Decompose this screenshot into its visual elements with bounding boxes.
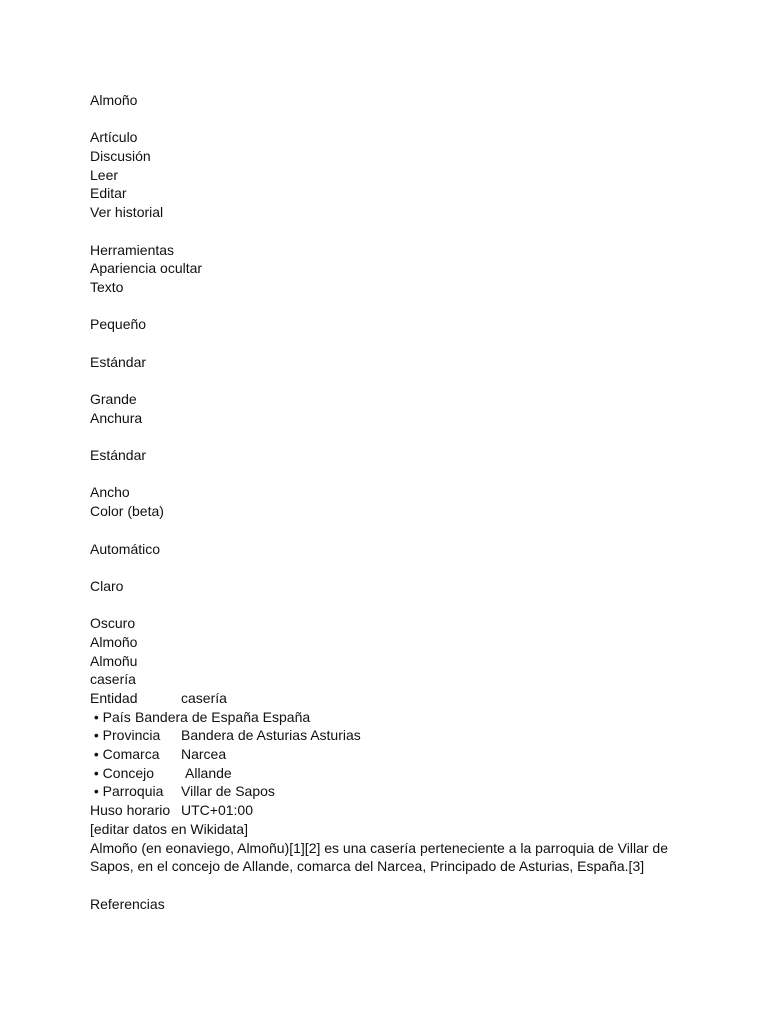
infobox-label: • Provincia xyxy=(90,727,161,744)
page-content xyxy=(90,91,690,913)
page-title: Almoño xyxy=(90,92,138,108)
infobox-alt-name: Almoñu xyxy=(90,652,138,669)
spacer xyxy=(90,596,690,615)
references-heading: Referencias xyxy=(90,895,165,912)
tab-articulo[interactable]: Artículo xyxy=(90,129,138,146)
color-option-light[interactable]: Claro xyxy=(90,577,124,594)
infobox-row-entidad xyxy=(90,689,690,708)
tools-menu-button[interactable]: Herramientas xyxy=(90,241,175,258)
infobox-row-concejo xyxy=(90,764,690,783)
spacer xyxy=(90,371,690,390)
infobox-label: • Parroquia xyxy=(90,783,164,800)
infobox-label: • País xyxy=(90,708,131,725)
text-size-label: Texto xyxy=(90,278,124,295)
width-option-wide[interactable]: Ancho xyxy=(90,484,130,501)
tab-ver-historial[interactable]: Ver historial xyxy=(90,204,164,221)
spacer xyxy=(90,222,690,241)
infobox-title: Almoño xyxy=(90,633,138,650)
infobox-value[interactable]: casería xyxy=(181,690,227,706)
spacer xyxy=(90,427,690,446)
infobox-value[interactable]: Bandera de Asturias Asturias xyxy=(181,727,361,744)
infobox-value[interactable]: Allande xyxy=(185,764,232,781)
spacer xyxy=(90,297,690,316)
text-size-option-standard[interactable]: Estándar xyxy=(90,353,147,370)
infobox-label: • Concejo xyxy=(90,764,155,781)
width-label: Anchura xyxy=(90,409,143,426)
color-label: Color (beta) xyxy=(90,503,164,520)
spacer xyxy=(90,521,690,540)
spacer xyxy=(90,876,690,895)
infobox-value[interactable]: Bandera de España España xyxy=(135,708,311,725)
infobox-row-parroquia xyxy=(90,782,690,801)
tab-leer[interactable]: Leer xyxy=(90,166,119,183)
wikidata-edit-link[interactable]: [editar datos en Wikidata] xyxy=(90,820,248,837)
spacer xyxy=(90,558,690,577)
infobox-row-huso xyxy=(90,801,690,820)
text-size-option-large[interactable]: Grande xyxy=(90,391,137,407)
infobox-label: Huso horario xyxy=(90,802,171,819)
infobox-value[interactable]: Villar de Sapos xyxy=(181,783,275,800)
infobox-label: • Comarca xyxy=(90,746,160,763)
color-option-dark[interactable]: Oscuro xyxy=(90,615,136,632)
infobox-type: casería xyxy=(90,671,136,688)
infobox-row-pais xyxy=(90,708,690,727)
tab-discusion[interactable]: Discusión xyxy=(90,148,151,165)
infobox-value[interactable]: UTC+01:00 xyxy=(181,802,253,819)
infobox-label: Entidad xyxy=(90,690,138,706)
spacer xyxy=(90,334,690,353)
article-paragraph: Almoño (en eonaviego, Almoñu)[1][2] es una casería perteneciente a la parroquia de Villar de Sapos, en el concejo de Allande, comarca del Narcea, Principado de Asturias, España.[3] xyxy=(90,839,668,875)
infobox-row-provincia xyxy=(90,726,690,745)
width-option-standard[interactable]: Estándar xyxy=(90,447,147,464)
color-option-auto[interactable]: Automático xyxy=(90,540,161,557)
infobox-row-comarca xyxy=(90,745,690,764)
tab-editar[interactable]: Editar xyxy=(90,185,127,202)
infobox-value[interactable]: Narcea xyxy=(181,746,227,763)
spacer xyxy=(90,110,690,129)
spacer xyxy=(90,465,690,484)
appearance-hide-button[interactable]: Apariencia ocultar xyxy=(90,260,203,277)
text-size-option-small[interactable]: Pequeño xyxy=(90,316,147,333)
